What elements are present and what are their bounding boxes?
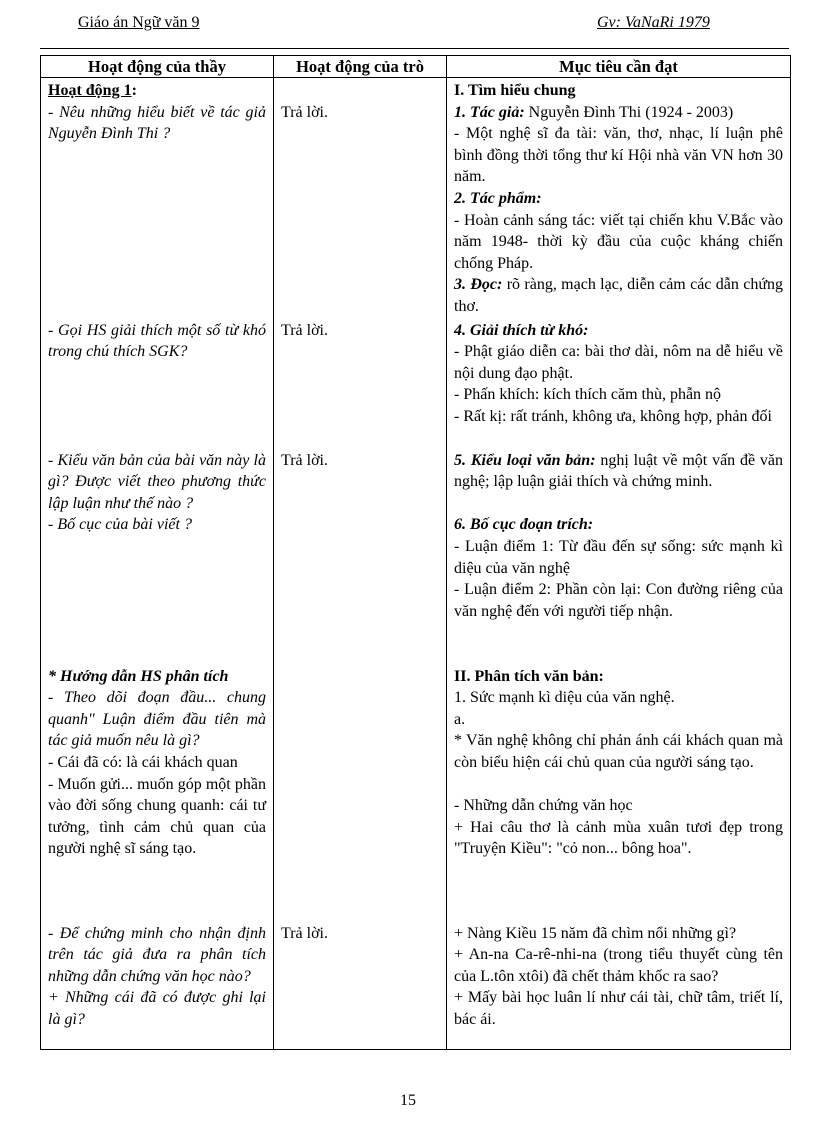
- work-label: 2. Tác phẩm:: [454, 189, 542, 207]
- objective-cell: [447, 318, 791, 448]
- teacher-cell: [41, 448, 274, 664]
- teacher-question: - Nêu những hiểu biết về tác giả Nguyễn Đình Thi ?: [48, 103, 266, 143]
- teacher-cell: [41, 921, 274, 1050]
- lesson-table: [40, 55, 791, 1050]
- header-subject: Giáo án Ngữ văn 9: [78, 14, 200, 31]
- objective-cell: [447, 921, 791, 1050]
- text-type-line: [454, 450, 783, 493]
- section-title: II. Phân tích văn bản:: [454, 667, 604, 685]
- vocab-item: - Phấn khích: kích thích căm thù, phẫn nộ: [454, 386, 722, 404]
- layout-label: 6. Bố cục đoạn trích:: [454, 516, 594, 534]
- table-row: [41, 921, 791, 1050]
- header-rule: [40, 48, 789, 49]
- student-answer: Trả lời.: [281, 924, 328, 942]
- text-type-label: 5. Kiểu loại văn bản:: [454, 451, 596, 469]
- teacher-cell: [41, 664, 274, 921]
- teacher-note: - Muốn gửi... muốn góp một phần vào đời sống chung quanh: cái tư tưởng, tình cảm chủ quan của người nghệ sĩ sáng tạo.: [48, 775, 266, 858]
- layout-item: - Luận điểm 2: Phần còn lại: Con đường riêng của văn nghệ đến với người tiếp nhận.: [454, 581, 783, 620]
- student-answer: Trả lời.: [281, 451, 328, 469]
- teacher-question: - Bố cục của bài viết ?: [48, 516, 192, 534]
- vocab-item: - Phật giáo diễn ca: bài thơ dài, nôm na dễ hiểu về nội dung đạo phật.: [454, 343, 783, 382]
- student-cell: [274, 664, 447, 921]
- objective-text: + An-na Ca-rê-nhi-na (trong tiểu thuyết cùng tên của L.tôn xtôi) đã chết thảm khốc ra sao?: [454, 946, 783, 985]
- teacher-question: - Kiểu văn bản của bài văn này là gì? Được viết theo phương thức lập luận như thế nào ?: [48, 451, 266, 512]
- student-cell: [274, 448, 447, 664]
- reading-label: 3. Đọc:: [454, 276, 503, 294]
- vocab-item: - Rất kị: rất tránh, không ưa, không hợp, phản đối: [454, 407, 772, 425]
- section-title: I. Tìm hiểu chung: [454, 82, 576, 99]
- header-teacher: Gv: VaNaRi 1979: [597, 14, 710, 31]
- objective-cell: [447, 448, 791, 664]
- student-cell: [274, 921, 447, 1050]
- objective-text: * Văn nghệ không chỉ phản ánh cái khách quan mà còn biểu hiện cái chủ quan của người sáng tạo.: [454, 732, 783, 771]
- layout-item: - Luận điểm 1: Từ đầu đến sự sống: sức mạnh kì diệu của văn nghệ: [454, 537, 783, 577]
- objective-text: a.: [454, 710, 466, 728]
- objective-text: + Mấy bài học luân lí như cái tài, chữ tâm, triết lí, bác ái.: [454, 989, 783, 1028]
- activity-title-text: Hoạt động 1: [48, 82, 132, 99]
- objective-text: - Những dẫn chứng văn học: [454, 797, 633, 815]
- table-row: [41, 318, 791, 448]
- teacher-question: + Những cái đã có được ghi lại là gì?: [48, 989, 266, 1028]
- teacher-cell: [41, 78, 274, 318]
- work-desc: - Hoàn cảnh sáng tác: viết tại chiến khu V.Bắc vào năm 1948- thời kỳ đầu của cuộc kháng chiến chống Pháp.: [454, 211, 783, 272]
- guide-title: * Hướng dẫn HS phân tích: [48, 667, 229, 685]
- teacher-cell: [41, 318, 274, 448]
- teacher-question: - Theo dõi đoạn đầu... chung quanh" Luận điểm đầu tiên mà tác giả muốn nêu là gì?: [48, 689, 266, 750]
- objective-cell: [447, 664, 791, 921]
- objective-text: + Nàng Kiều 15 năm đã chìm nổi những gì?: [454, 924, 737, 942]
- reading-text: rõ ràng, mạch lạc, diễn cảm các dẫn chứng thơ.: [454, 276, 783, 315]
- vocab-label: 4. Giải thích từ khó:: [454, 321, 589, 339]
- activity-title-colon: :: [131, 82, 137, 99]
- student-cell: [274, 78, 447, 318]
- author-text: Nguyễn Đình Thi (1924 - 2003): [524, 103, 734, 121]
- author-line: [454, 102, 783, 124]
- column-header-student: Hoạt động của trò: [274, 56, 447, 78]
- reading-line: [454, 274, 783, 317]
- page-number: 15: [400, 1092, 416, 1109]
- table-row: [41, 664, 791, 921]
- objective-cell: [447, 78, 791, 318]
- student-answer: Trả lời.: [281, 103, 328, 121]
- teacher-note: - Cái đã có: là cái khách quan: [48, 753, 238, 771]
- teacher-question: - Để chứng minh cho nhận định trên tác giả đưa ra phân tích những dẫn chứng văn học nào?: [48, 924, 266, 985]
- objective-text: 1. Sức mạnh kì diệu của văn nghệ.: [454, 689, 675, 707]
- teacher-question: - Gọi HS giải thích một số từ khó trong chú thích SGK?: [48, 321, 266, 361]
- author-label: 1. Tác giả:: [454, 103, 525, 121]
- activity-title: [48, 80, 266, 102]
- author-desc: - Một nghệ sĩ đa tài: văn, thơ, nhạc, lí luận phê bình đồng thời tổng thư kí Hội nhà văn VN hơn 30 năm.: [454, 125, 783, 186]
- student-cell: [274, 318, 447, 448]
- objective-text: + Hai câu thơ là cảnh mùa xuân tươi đẹp trong "Truyện Kiều": "cỏ non... bông hoa".: [454, 818, 783, 858]
- text-type-text: nghị luật về một vấn đề văn nghệ; lập luận giải thích và chứng minh.: [454, 451, 784, 491]
- table-row: [41, 448, 791, 664]
- table-header-row: [41, 56, 791, 78]
- student-answer: Trả lời.: [281, 321, 328, 339]
- column-header-teacher: Hoạt động của thầy: [41, 56, 274, 78]
- column-header-objective: Mục tiêu cần đạt: [447, 56, 791, 78]
- table-row: [41, 78, 791, 318]
